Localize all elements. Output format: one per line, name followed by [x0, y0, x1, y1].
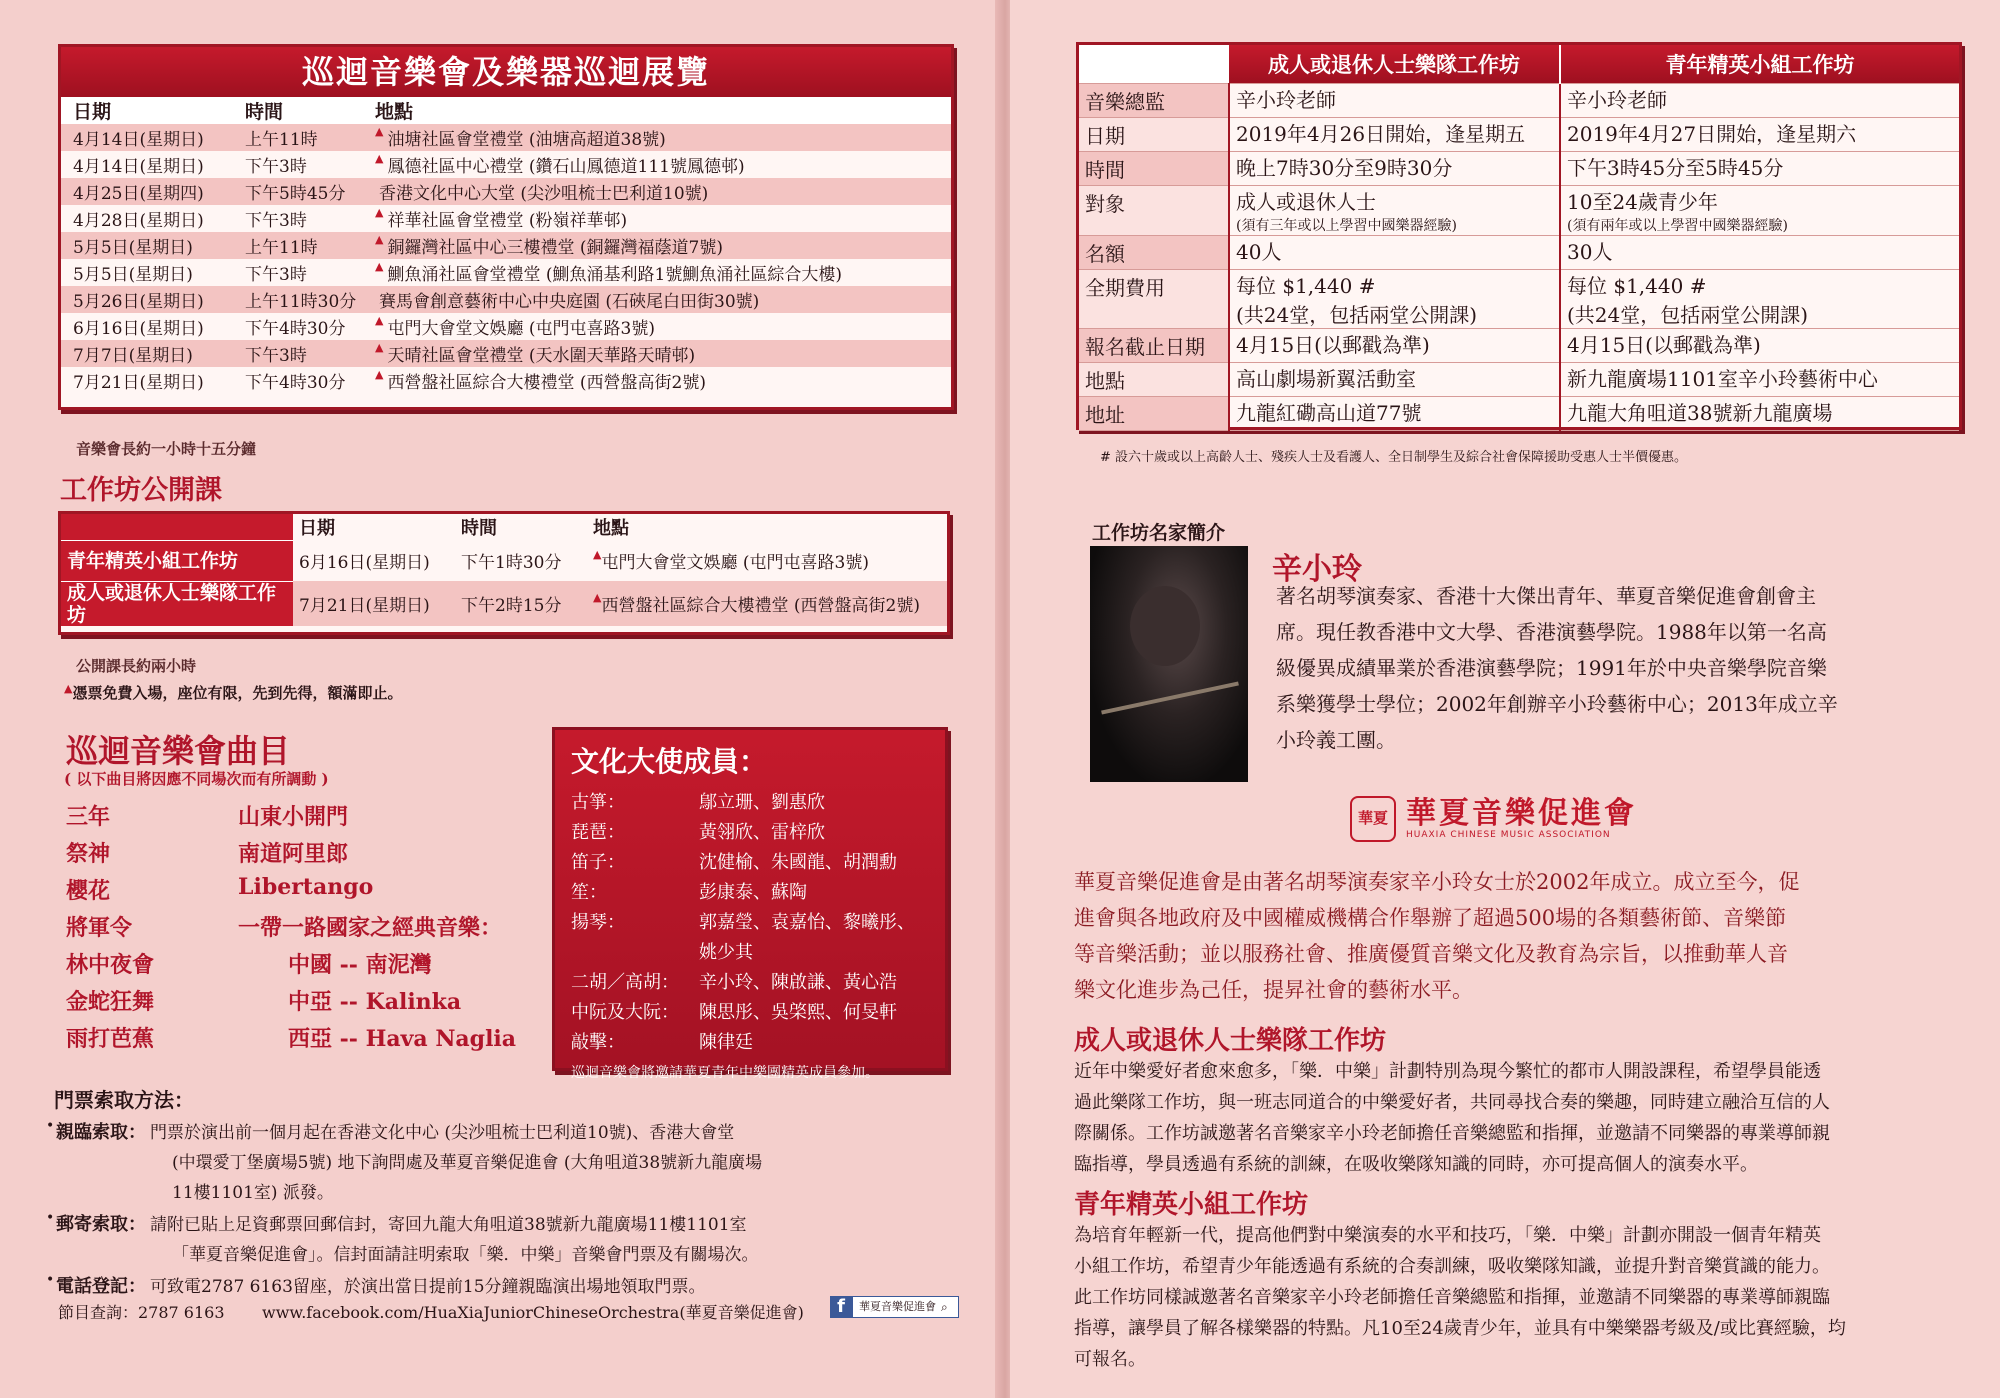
program-item: Libertango: [238, 874, 374, 900]
portrait-figure: [1130, 586, 1200, 666]
ws-row: [1079, 270, 1959, 329]
tour-date: 4月14日(星期日): [73, 157, 204, 177]
tour-date: 4月28日(星期日): [73, 211, 204, 231]
ws-youth-value: [1560, 236, 1959, 270]
triangle-icon: ▲: [375, 233, 384, 246]
ws-value-line: 4月15日(以郵戳為準): [1567, 333, 1761, 357]
ambassador-row: [567, 786, 919, 816]
tour-venue-text: 天晴社區會堂禮堂 (天水圍天華路天晴邨): [387, 346, 696, 366]
ws-value-line: 九龍大角咀道38號新九龍廣場: [1567, 401, 1833, 425]
ws-value-line: (共24堂，包括兩堂公開課): [1567, 303, 1809, 327]
ws-label: 全期費用: [1079, 270, 1229, 329]
text-line: 臨指導，學員透過有系統的訓練，在吸收樂隊知識的同時，亦可提高個人的演奏水平。: [1074, 1154, 1758, 1175]
text-line: 席。現任教香港中文大學、香港演藝學院。1988年以第一名高: [1276, 620, 1827, 644]
tour-row: [61, 286, 951, 313]
ws-row: [1079, 152, 1959, 186]
oc-venue-text: 屯門大會堂文娛廳 (屯門屯喜路3號): [601, 553, 869, 573]
tour-venue-text: 賽馬會創意藝術中心中央庭園 (石硤尾白田街30號): [379, 292, 760, 312]
text-line: 級優異成績畢業於香港演藝學院；1991年於中央音樂學院音樂: [1276, 656, 1827, 680]
text-line: 近年中樂愛好者愈來愈多，「樂．中樂」計劃特別為現今繁忙的都市人開設課程，希望學員能透: [1074, 1061, 1821, 1082]
ws-value-line: (須有三年或以上學習中國樂器經驗): [1236, 218, 1457, 234]
facebook-icon: f: [830, 1296, 852, 1318]
adult-ws-title: 成人或退休人士樂隊工作坊: [1074, 1026, 1387, 1056]
open-class-title: 工作坊公開課: [60, 475, 222, 506]
tour-venue-text: 屯門大會堂文娛廳 (屯門屯喜路3號): [387, 319, 655, 339]
ws-row: [1079, 118, 1959, 152]
ambassador-row: [567, 846, 919, 876]
triangle-icon: ▲: [375, 260, 384, 273]
oc-blank: [61, 514, 293, 540]
triangle-icon: ▲: [593, 590, 602, 604]
ticket-method-text: 請附已貼上足資郵票回郵信封，寄回九龍大角咀道38號新九龍廣場11樓1101室: [150, 1215, 747, 1235]
text-line: 可報名。: [1074, 1349, 1146, 1370]
ambassadors-title: 文化大使成員：: [571, 745, 768, 778]
tour-header-row: [61, 97, 951, 124]
member-names: 彭康泰、蘇陶: [699, 882, 807, 903]
oc-workshop-name: 青年精英小組工作坊: [61, 540, 293, 581]
ws-label: 音樂總監: [1079, 84, 1229, 118]
tour-venue: [369, 232, 951, 259]
program-sub-item: 中國 -- 南泥灣: [288, 952, 432, 978]
ambassador-row: [567, 876, 919, 906]
tour-row: [61, 367, 951, 394]
ws-value-line: 晚上7時30分至9時30分: [1236, 156, 1453, 180]
ticket-method-text: 11樓1101室) 派發。: [172, 1183, 334, 1203]
tour-date: 5月26日(星期日): [61, 286, 239, 313]
triangle-icon: ▲: [375, 314, 384, 327]
tour-rows: [61, 97, 951, 394]
tour-date: 7月21日(星期日): [73, 373, 204, 393]
tour-row: [61, 178, 951, 205]
ticket-method-text: 「華夏音樂促進會」。信封面請註明索取「樂．中樂」音樂會門票及有關場次。: [172, 1245, 759, 1265]
tour-venue: [369, 259, 951, 286]
tour-venue-text: 祥華社區會堂禮堂 (粉嶺祥華邨): [387, 211, 628, 231]
member-names: 姚少其: [699, 942, 753, 963]
master-heading: 工作坊名家簡介: [1092, 522, 1226, 544]
open-class-note: 公開課長約兩小時: [76, 657, 197, 675]
ws-value-line: 九龍紅磡高山道77號: [1236, 401, 1422, 425]
ws-adult-value: [1229, 329, 1560, 363]
tour-row: [61, 340, 951, 367]
ws-value-line: 40人: [1236, 240, 1282, 264]
member-names: 辛小玲、陳啟謙、黃心浩: [699, 972, 897, 993]
workshop-footnote: # 設六十歲或以上高齡人士、殘疾人士及看護人、全日制學生及綜合社會保障援助受惠人士半價優惠。: [1100, 450, 1688, 465]
text-line: 際關係。工作坊誠邀著名音樂家辛小玲老師擔任音樂總監和指揮，並邀請不同樂器的專業導師親: [1074, 1123, 1830, 1144]
ws-value-line: 成人或退休人士: [1236, 190, 1376, 214]
ticket-method-label: 郵寄索取：: [56, 1214, 146, 1235]
association-desc: [1074, 864, 1799, 1008]
ws-header-row: [1079, 45, 1959, 84]
ws-row: [1079, 186, 1959, 236]
ws-row: [1079, 329, 1959, 363]
ambassadors-list: [567, 786, 919, 1056]
ws-adult-value: [1229, 186, 1560, 236]
open-class-table: [58, 511, 950, 635]
ambassador-row: [567, 816, 919, 846]
tour-venue: [369, 151, 951, 178]
ws-label: 地點: [1079, 363, 1229, 397]
ws-label: 時間: [1079, 152, 1229, 186]
portrait-erhu: [1101, 681, 1239, 714]
triangle-icon: ▲: [593, 548, 602, 561]
association-name: 華夏音樂促進會: [1406, 796, 1637, 831]
program-item: 一帶一路國家之經典音樂：: [238, 915, 503, 941]
triangle-icon: ▲: [64, 682, 73, 695]
text-line: 小玲義工團。: [1276, 728, 1396, 752]
workshop-table: [1076, 42, 1962, 430]
program-item: 林中夜會: [66, 952, 155, 978]
ws-value-line: 10至24歲青少年: [1567, 190, 1718, 214]
oc-date: 6月16日(星期日): [299, 553, 430, 573]
ws-value-line: 每位 $1,440 #: [1236, 274, 1376, 298]
ws-youth-value: [1560, 152, 1959, 186]
member-names: 沈健榆、朱國龍、胡潤勳: [699, 852, 897, 873]
col-time: 時間: [239, 97, 369, 124]
text-line: 為培育年輕新一代，提高他們對中樂演奏的水平和技巧，「樂．中樂」計劃亦開設一個青年精英: [1074, 1225, 1821, 1246]
search-icon: ⌕: [941, 1299, 948, 1314]
ws-row: [1079, 236, 1959, 270]
ws-adult-value: [1229, 397, 1560, 431]
ambassador-row: [567, 1026, 919, 1056]
ws-youth-value: [1560, 397, 1959, 431]
tour-venue: [369, 205, 951, 232]
ambassador-row: [567, 936, 919, 966]
tour-date: 7月7日(星期日): [61, 340, 239, 367]
tour-row: [61, 259, 951, 286]
ws-label: 對象: [1079, 186, 1229, 236]
ticket-method-text: 可致電2787 6163留座，於演出當日提前15分鐘親臨演出場地領取門票。: [150, 1277, 706, 1297]
tour-venue-text: 油塘社區會堂禮堂 (油塘高超道38號): [387, 130, 666, 150]
tour-row: [61, 205, 951, 232]
ticket-method-text: 門票於演出前一個月起在香港文化中心 (尖沙咀梳士巴利道10號)、香港大會堂: [150, 1123, 735, 1143]
tour-time: 下午3時: [239, 340, 369, 367]
triangle-icon: ▲: [375, 341, 384, 354]
master-name: 辛小玲: [1272, 552, 1362, 587]
tour-venue-text: 香港文化中心大堂 (尖沙咀梳士巴利道10號): [379, 184, 709, 204]
ambassadors-note: 巡迴音樂會將邀請華夏青年中樂團精英成員參加。: [571, 1065, 879, 1081]
oc-col-venue: 地點: [593, 518, 629, 539]
program-item: 祭神: [66, 841, 111, 867]
program-item: 將軍令: [66, 915, 133, 941]
tour-venue-text: 鳳德社區中心禮堂 (鑽石山鳳德道111號鳳德邨): [387, 157, 745, 177]
tour-venue: [369, 124, 951, 151]
oc-venue: [587, 581, 947, 626]
tour-time: 下午4時30分: [245, 373, 346, 393]
oc-col-time: 時間: [461, 518, 497, 539]
instrument-label: 琵琶：: [571, 822, 625, 843]
tour-venue: [369, 313, 951, 340]
ws-label: 日期: [1079, 118, 1229, 152]
ws-youth-value: [1560, 118, 1959, 152]
member-names: 鄔立珊、劉惠欣: [699, 792, 825, 813]
ws-adult-value: [1229, 363, 1560, 397]
adult-ws-desc: [1074, 1056, 1830, 1180]
oc-time: 下午1時30分: [461, 553, 562, 573]
program-title: 巡迴音樂會曲目: [66, 732, 291, 770]
instrument-label: 中阮及大阮：: [571, 1002, 679, 1023]
member-names: 黃翎欣、雷梓欣: [699, 822, 825, 843]
instrument-label: [567, 936, 695, 966]
tour-time: 下午4時30分: [245, 319, 346, 339]
tour-note: 音樂會長約一小時十五分鐘: [76, 440, 257, 458]
instrument-label: 古箏：: [571, 792, 625, 813]
col-venue: 地點: [369, 97, 951, 124]
instrument-label: 笙：: [571, 882, 607, 903]
tour-venue-text: 銅鑼灣社區中心三樓禮堂 (銅鑼灣福蔭道7號): [387, 238, 723, 258]
text-line: 進會與各地政府及中國權威機構合作舉辦了超過500場的各類藝術節、音樂節: [1074, 906, 1787, 930]
ws-adult-value: [1229, 270, 1560, 329]
program-item: 櫻花: [66, 878, 111, 904]
tour-venue: [369, 340, 951, 367]
ws-header-blank: [1079, 45, 1229, 84]
ws-youth-value: [1560, 186, 1959, 236]
tour-time: 下午3時: [245, 211, 307, 231]
open-class-rows: [61, 514, 947, 626]
ws-value-line: 辛小玲老師: [1236, 88, 1336, 112]
ws-youth-value: [1560, 84, 1959, 118]
association-english: HUAXIA CHINESE MUSIC ASSOCIATION: [1406, 830, 1611, 840]
tour-venue: [369, 367, 951, 394]
member-names: 郭嘉瑩、袁嘉怡、黎曦彤、: [699, 912, 915, 933]
tour-venue: [369, 286, 951, 313]
tour-date: 4月14日(星期日): [61, 124, 239, 151]
tour-time: 上午11時: [239, 232, 369, 259]
program-item: 雨打芭蕉: [66, 1026, 155, 1052]
program-item: 金蛇狂舞: [66, 989, 155, 1015]
tour-row: [61, 124, 951, 151]
ws-value-line: (共24堂，包括兩堂公開課): [1236, 303, 1478, 327]
oc-col-date: 日期: [299, 518, 335, 539]
oc-workshop-name: 成人或退休人士樂隊工作坊: [61, 581, 293, 626]
ws-label: 名額: [1079, 236, 1229, 270]
triangle-icon: ▲: [375, 206, 384, 219]
bullet-icon: •: [46, 1118, 55, 1134]
ws-youth-value: [1560, 270, 1959, 329]
master-bio: [1276, 578, 1838, 758]
triangle-icon: ▲: [375, 152, 384, 165]
ws-value-line: 2019年4月26日開始，逢星期五: [1236, 122, 1526, 146]
enquiry-text: 節目查詢：2787 6163: [58, 1303, 225, 1322]
text-line: 等音樂活動；並以服務社會、推廣優質音樂文化及教育為宗旨，以推動華人音: [1074, 942, 1788, 966]
ws-value-line: 辛小玲老師: [1567, 88, 1667, 112]
ws-col-adult: 成人或退休人士樂隊工作坊: [1229, 45, 1560, 84]
workshop-rows: [1079, 45, 1959, 431]
ws-value-line: 下午3時45分至5時45分: [1567, 156, 1784, 180]
ws-row: [1079, 397, 1959, 431]
ws-youth-value: [1560, 363, 1959, 397]
tour-venue-text: 鰂魚涌社區會堂禮堂 (鰂魚涌基利路1號鰂魚涌社區綜合大樓): [387, 265, 842, 285]
tour-date: 6月16日(星期日): [73, 319, 204, 339]
tour-venue: [369, 178, 951, 205]
tour-time: 下午3時: [245, 265, 307, 285]
ws-adult-value: [1229, 118, 1560, 152]
ws-label: 地址: [1079, 397, 1229, 431]
instrument-label: 敲擊：: [571, 1032, 625, 1053]
ws-value-line: 新九龍廣場1101室辛小玲藝術中心: [1567, 367, 1878, 391]
ws-adult-value: [1229, 236, 1560, 270]
text-line: 樂文化進步為己任，提昇社會的藝術水平。: [1074, 978, 1473, 1002]
bullet-icon: •: [46, 1210, 55, 1226]
tour-date: 5月5日(星期日): [61, 232, 239, 259]
bullet-icon: •: [46, 1272, 55, 1288]
ws-adult-value: [1229, 152, 1560, 186]
tour-row: [61, 151, 951, 178]
program-item: 山東小開門: [238, 804, 349, 830]
ws-value-line: 4月15日(以郵戳為準): [1236, 333, 1430, 357]
ws-value-line: 每位 $1,440 #: [1567, 274, 1707, 298]
oc-time: 下午2時15分: [455, 581, 587, 626]
association-name-block: [1406, 798, 1637, 840]
ambassador-row: [567, 906, 919, 936]
seal-icon: 華夏: [1350, 796, 1396, 842]
text-line: 指導，讓學員了解各樣樂器的特點。凡10至24歲青少年，並具有中樂樂器考級及/或比賽經驗，均: [1074, 1318, 1846, 1339]
ticket-method-text: (中環愛丁堡廣場5號) 地下詢問處及華夏音樂促進會 (大角咀道38號新九龍廣場: [172, 1153, 763, 1173]
ws-value-line: 2019年4月27日開始，逢星期六: [1567, 122, 1857, 146]
triangle-icon: ▲: [375, 368, 384, 381]
program-item: 三年: [66, 804, 111, 830]
facebook-search[interactable]: [830, 1296, 948, 1318]
ws-value-line: 高山劇場新翼活動室: [1236, 367, 1416, 391]
text-line: 過此樂隊工作坊，與一班志同道合的中樂愛好者，共同尋找合奏的樂趣，同時建立融洽互信的人: [1074, 1092, 1830, 1113]
youth-ws-title: 青年精英小組工作坊: [1074, 1190, 1309, 1220]
oc-header-row: [61, 514, 947, 540]
member-names: 陳律廷: [699, 1032, 753, 1053]
tour-row: [61, 232, 951, 259]
instrument-label: 揚琴：: [571, 912, 625, 933]
ws-value-line: 30人: [1567, 240, 1613, 264]
oc-venue: [587, 540, 947, 581]
tour-row: [61, 313, 951, 340]
free-entry-text: 憑票免費入場，座位有限，先到先得，額滿即止。: [72, 684, 403, 702]
text-line: 著名胡琴演奏家、香港十大傑出青年、華夏音樂促進會創會主: [1276, 584, 1816, 608]
open-class-free-note: [64, 682, 402, 703]
ambassador-row: [567, 996, 919, 1026]
tour-venue-text: 西營盤社區綜合大樓禮堂 (西營盤高街2號): [387, 373, 706, 393]
ws-label: 報名截止日期: [1079, 329, 1229, 363]
youth-ws-desc: [1074, 1220, 1846, 1375]
text-line: 華夏音樂促進會是由著名胡琴演奏家辛小玲女士於2002年成立。成立至今，促: [1074, 870, 1800, 894]
ws-row: [1079, 363, 1959, 397]
ticket-method-label: 親臨索取：: [56, 1122, 146, 1143]
ws-value-line: (須有兩年或以上學習中國樂器經驗): [1567, 218, 1788, 234]
ws-row: [1079, 84, 1959, 118]
master-photo: [1090, 546, 1248, 782]
program-subtitle: ( 以下曲目將因應不同場次而有所調動 ): [64, 770, 329, 788]
tour-schedule-table: [58, 44, 954, 410]
tour-time: 上午11時30分: [239, 286, 369, 313]
ticket-method-label: 電話登記：: [56, 1276, 146, 1297]
oc-date: 7月21日(星期日): [293, 581, 455, 626]
instrument-label: 二胡／高胡：: [571, 972, 679, 993]
tour-time: 上午11時: [239, 124, 369, 151]
tour-date: 4月25日(星期四): [61, 178, 239, 205]
tour-time: 下午3時: [245, 157, 307, 177]
facebook-url[interactable]: www.facebook.com/HuaXiaJuniorChineseOrchestra(華夏音樂促進會): [262, 1303, 804, 1322]
ws-youth-value: [1560, 329, 1959, 363]
tickets-title: 門票索取方法：: [54, 1088, 194, 1112]
text-line: 小組工作坊，希望青少年能透過有系統的合奏訓練，吸收樂隊知識，並提升對音樂賞識的能力。: [1074, 1256, 1830, 1277]
oc-venue-text: 西營盤社區綜合大樓禮堂 (西營盤高街2號): [601, 595, 920, 616]
ws-adult-value: [1229, 84, 1560, 118]
program-sub-item: 西亞 -- Hava Naglia: [288, 1026, 517, 1052]
program-sub-item: 中亞 -- Kalinka: [288, 989, 462, 1015]
triangle-icon: ▲: [375, 125, 384, 138]
ambassador-row: [567, 966, 919, 996]
col-date: 日期: [61, 97, 239, 124]
member-names: 陳思彤、吳棨熙、何旻軒: [699, 1002, 897, 1023]
instrument-label: 笛子：: [571, 852, 625, 873]
text-line: 系樂獲學士學位；2002年創辦辛小玲藝術中心；2013年成立辛: [1276, 692, 1838, 716]
oc-row: [61, 581, 947, 626]
tour-date: 5月5日(星期日): [73, 265, 193, 285]
facebook-search-box[interactable]: 華夏音樂促進會: [852, 1296, 959, 1318]
text-line: 此工作坊同樣誠邀著名音樂家辛小玲老師擔任音樂總監和指揮，並邀請不同樂器的專業導師親臨: [1074, 1287, 1830, 1308]
tour-title: 巡迴音樂會及樂器巡迴展覽: [61, 47, 951, 97]
ws-col-youth: 青年精英小組工作坊: [1560, 45, 1959, 84]
tour-time: 下午5時45分: [239, 178, 369, 205]
association-logo: [1350, 796, 1637, 842]
ambassadors-box: [552, 727, 948, 1081]
oc-row: [61, 540, 947, 581]
program-item: 南道阿里郎: [238, 841, 349, 867]
